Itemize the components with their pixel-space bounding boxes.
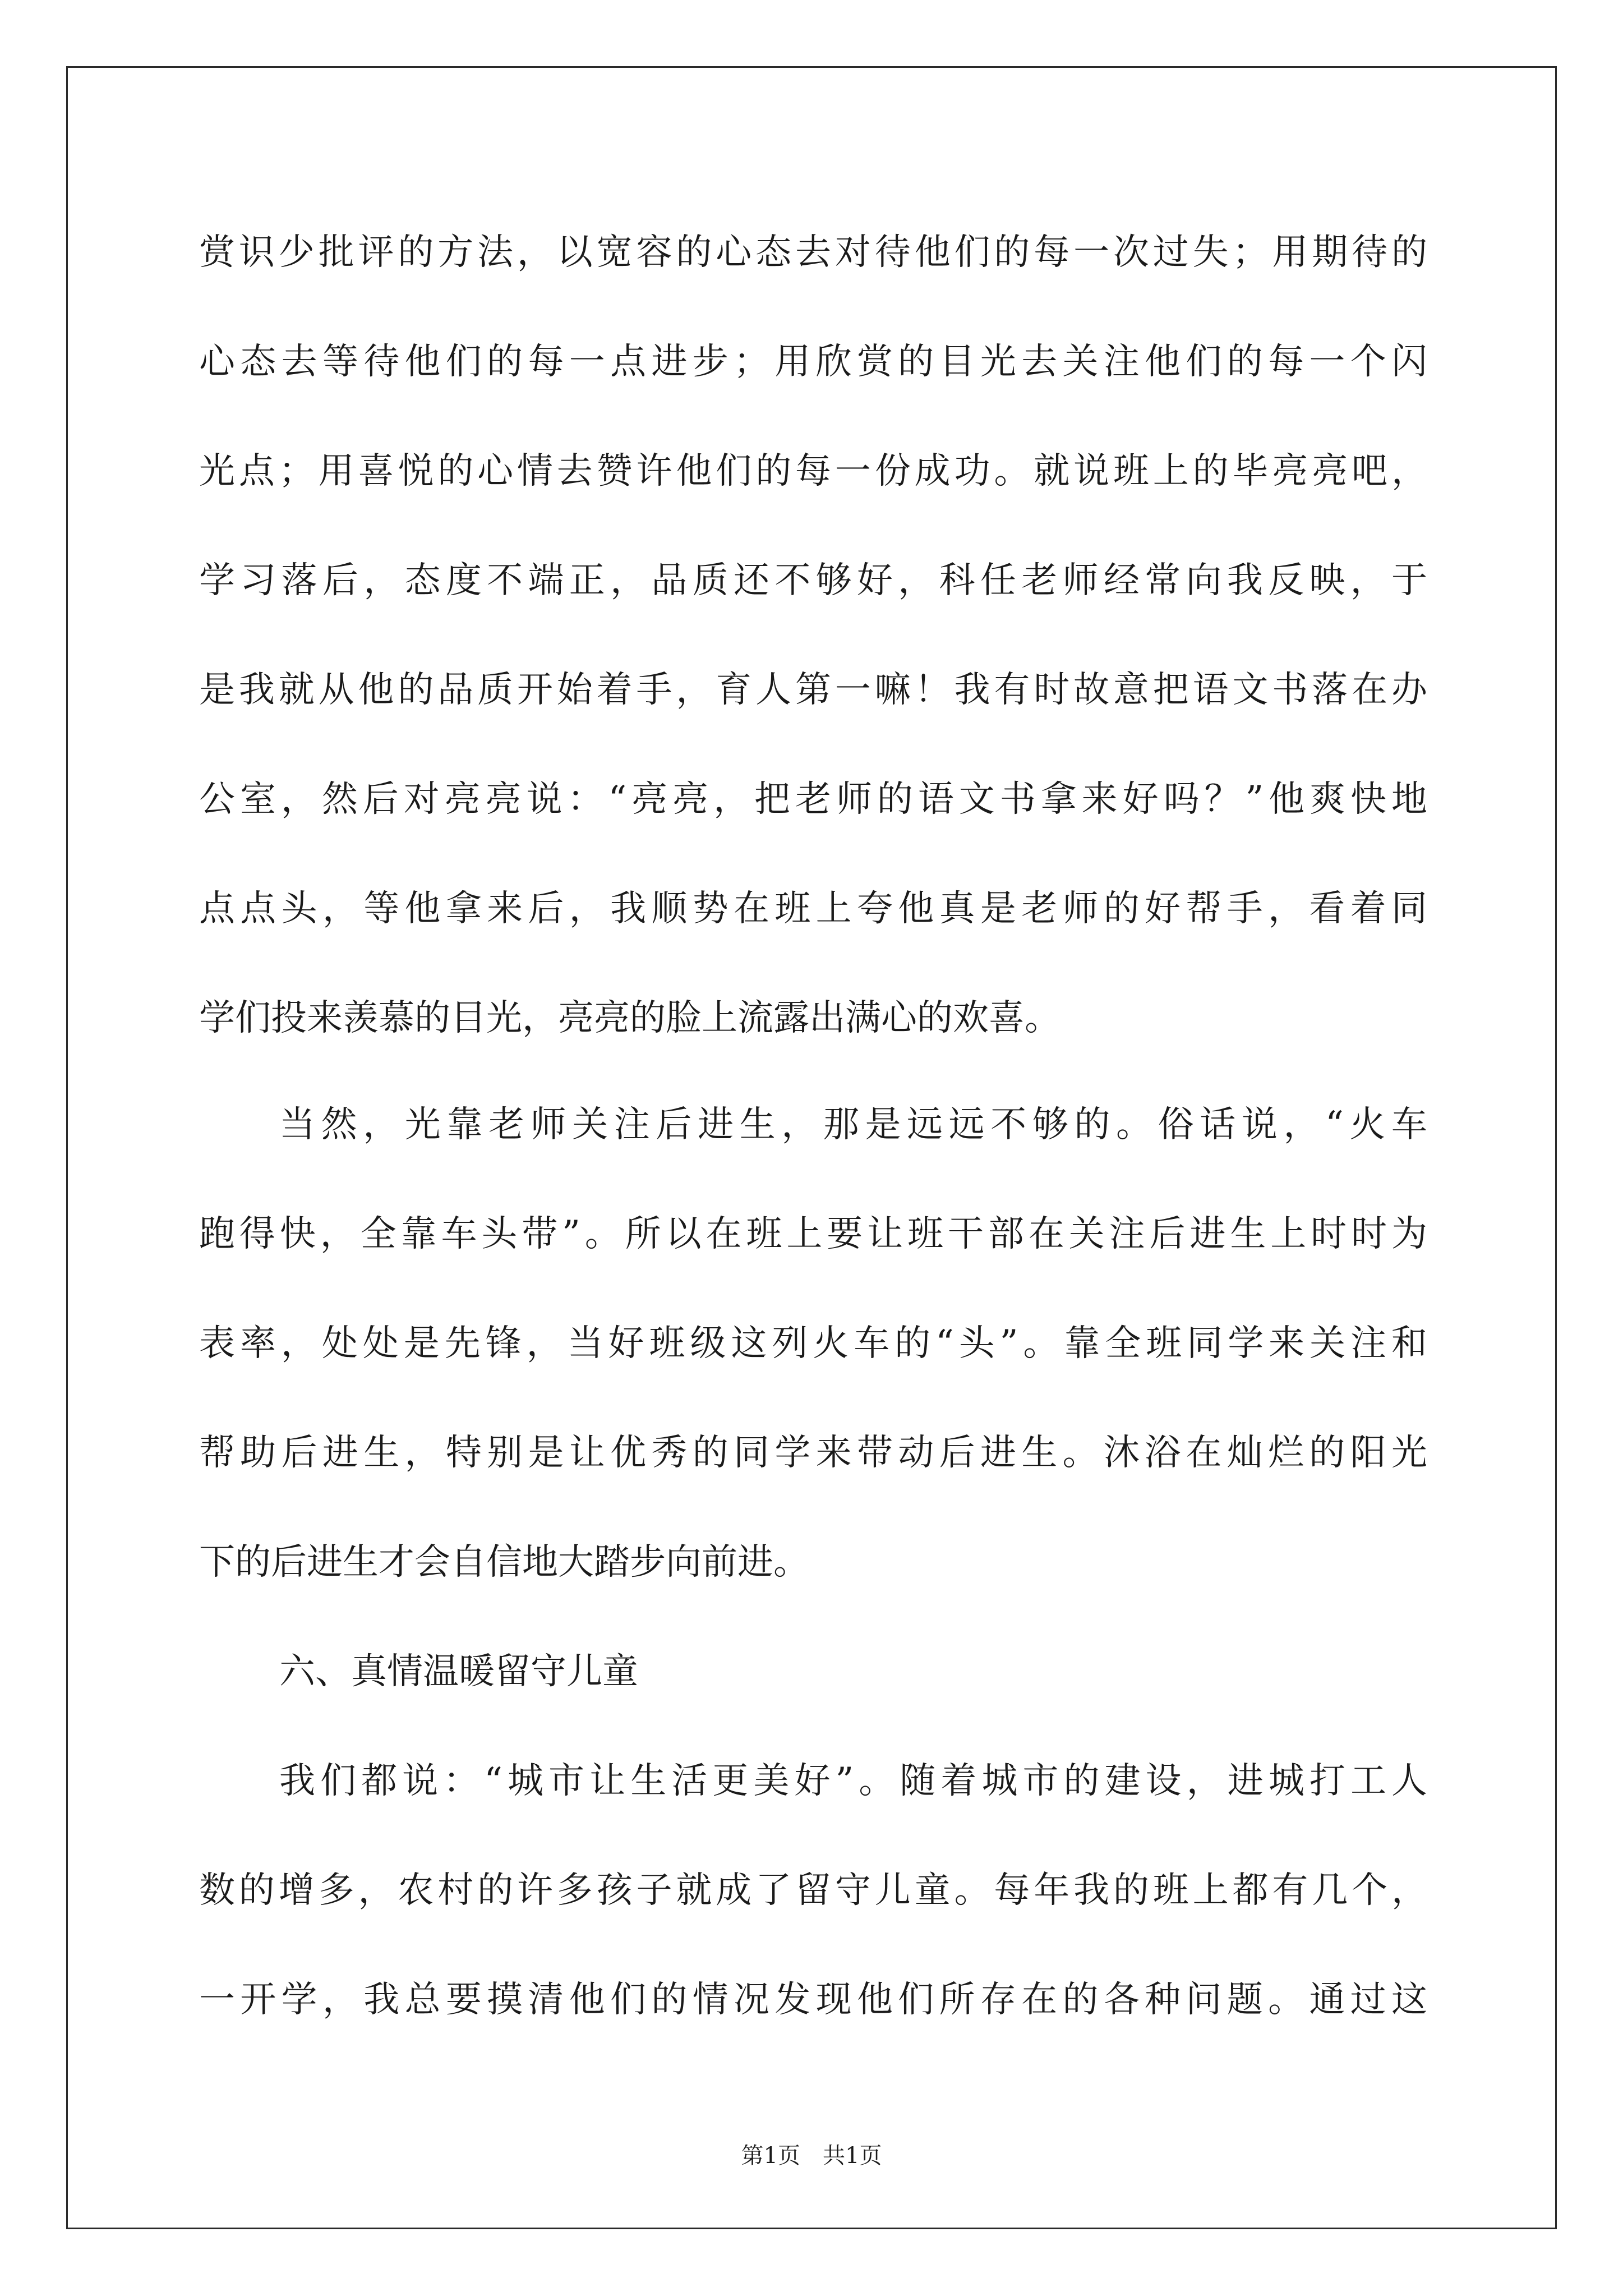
text-line: 一开学，我总要摸清他们的情况发现他们所存在的各种问题。通过这 [199, 1979, 1427, 2021]
text-line: 表率，处处是先锋，当好班级这列火车的“头”。靠全班同学来关注和 [199, 1323, 1427, 1364]
text-line: 当然，光靠老师关注后进生，那是远远不够的。俗话说，“火车 [279, 1104, 1427, 1145]
text-line: 下的后进生才会自信地大踏步向前进。 [199, 1542, 809, 1583]
text-line: 是我就从他的品质开始着手，育人第一嘛！我有时故意把语文书落在办 [199, 669, 1427, 711]
text-line: 心态去等待他们的每一点进步；用欣赏的目光去关注他们的每一个闪 [199, 341, 1427, 383]
text-line: 点点头，等他拿来后，我顺势在班上夸他真是老师的好帮手，看着同 [199, 888, 1427, 930]
text-line: 光点；用喜悦的心情去赞许他们的每一份成功。就说班上的毕亮亮吧， [199, 450, 1427, 492]
page-footer: 第1页 共1页 [741, 2143, 882, 2169]
text-line: 跑得快，全靠车头带”。所以在班上要让班干部在关注后进生上时时为 [199, 1213, 1427, 1255]
text-line: 帮助后进生，特别是让优秀的同学来带动后进生。沐浴在灿烂的阳光 [199, 1432, 1427, 1474]
text-line: 学们投来羡慕的目光，亮亮的脸上流露出满心的欢喜。 [199, 997, 1061, 1039]
section-heading: 六、真情温暖留守儿童 [279, 1651, 638, 1692]
text-line: 公室，然后对亮亮说：“亮亮，把老师的语文书拿来好吗？”他爽快地 [199, 779, 1427, 820]
text-line: 数的增多，农村的许多孩子就成了留守儿童。每年我的班上都有几个， [199, 1870, 1427, 1911]
text-line: 赏识少批评的方法，以宽容的心态去对待他们的每一次过失；用期待的 [199, 232, 1427, 273]
text-line: 我们都说：“城市让生活更美好”。随着城市的建设，进城打工人 [279, 1760, 1427, 1802]
text-line: 学习落后，态度不端正，品质还不够好，科任老师经常向我反映，于 [199, 560, 1427, 601]
